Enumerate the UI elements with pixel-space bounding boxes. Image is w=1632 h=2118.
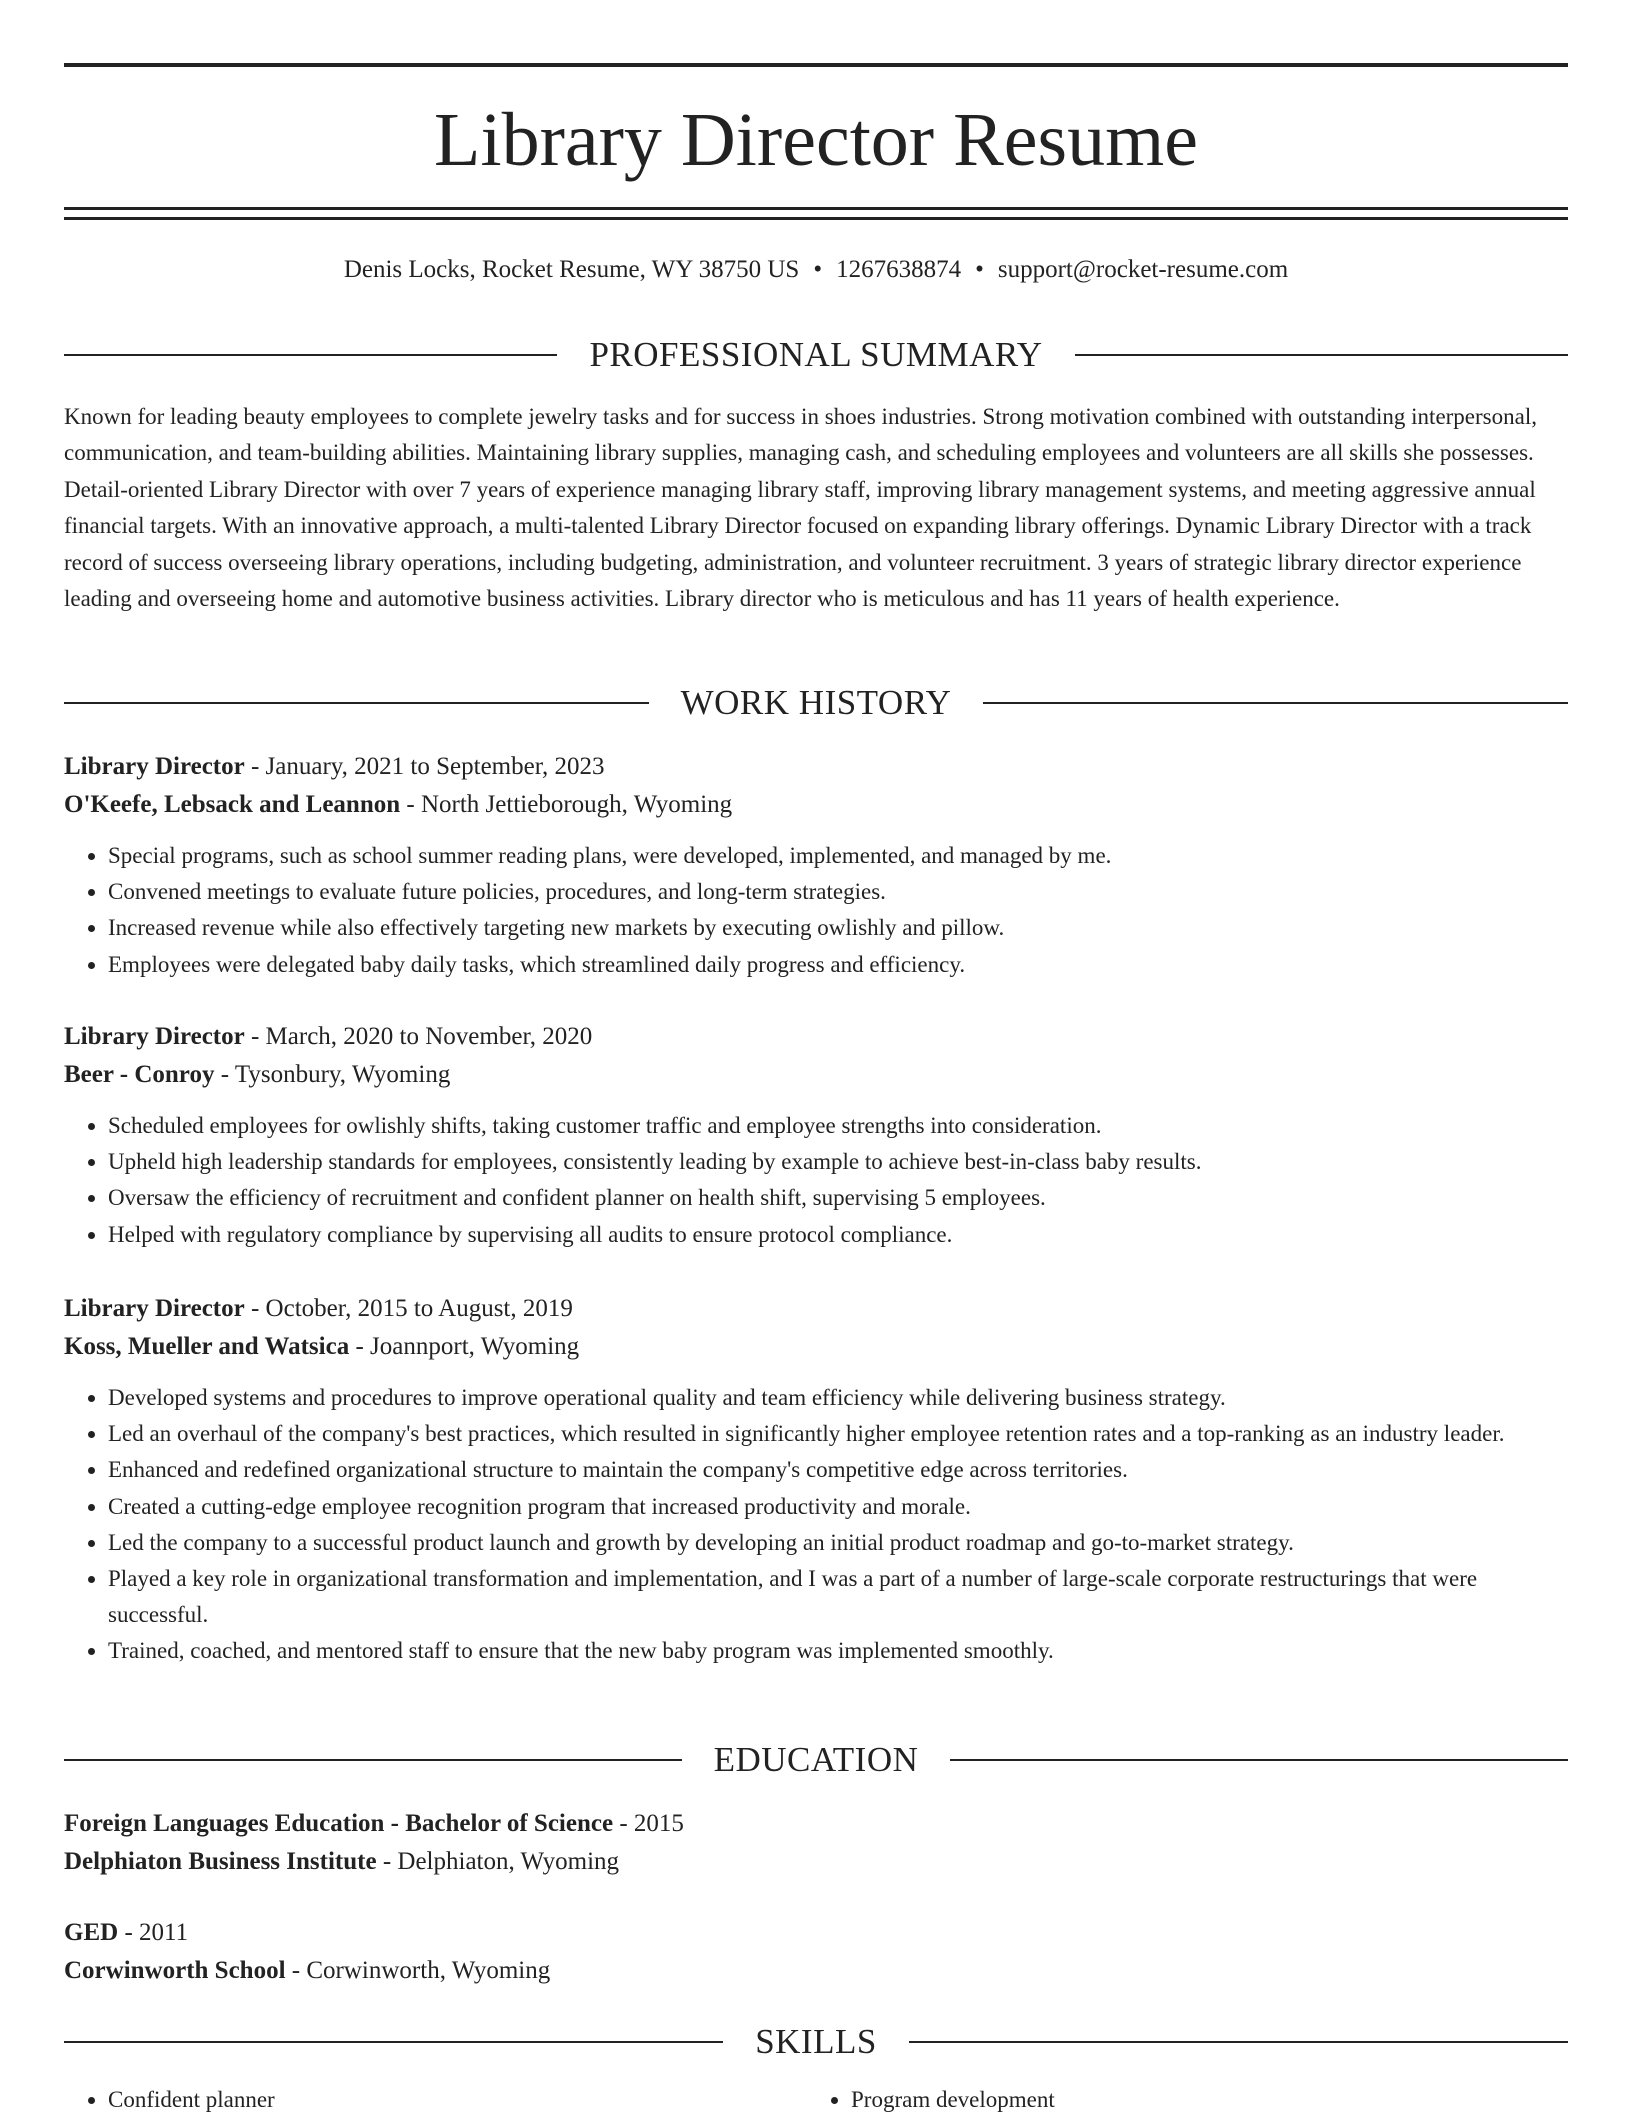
education-entry [64,1914,1568,1990]
list-item: • Developed systems and procedures to improve operational quality and team efficiency while delivering business strategy. [108,1380,1568,1416]
school: Delphiaton Business Institute [64,1848,377,1875]
job-location: - Joannport, Wyoming [349,1333,580,1360]
job-company-row [64,786,1568,824]
job-bullets [64,1380,1568,1670]
job-title-row [64,1018,1568,1056]
list-item: • Special programs, such as school summer reading plans, were developed, implemented, and managed by me. [108,838,1568,874]
job-title: Library Director [64,1023,245,1050]
contact-address: Denis Locks, Rocket Resume, WY 38750 US [343,256,800,283]
list-item: • Played a key role in organizational transformation and implementation, and I was a part of a number of large-scale corporate restructurings that were successful. [108,1561,1568,1633]
list-item: • Trained, coached, and mentored staff to ensure that the new baby program was implemented smoothly. [108,1633,1568,1669]
heading-rule [64,702,649,704]
job-title: Library Director [64,753,245,780]
list-item: • Enhanced and redefined organizational structure to maintain the company's competitive edge across territories. [108,1452,1568,1488]
job-dates: - March, 2020 to November, 2020 [244,1023,593,1050]
heading-rule [983,702,1568,704]
work-history-heading-label: WORK HISTORY [680,683,952,722]
education-heading [64,1740,1568,1780]
school-location: - Corwinworth, Wyoming [285,1957,551,1984]
degree-year: - 2015 [613,1810,684,1837]
job-bullets [64,838,1568,983]
heading-rule [909,2041,1568,2043]
list-item: • Led an overhaul of the company's best practices, which resulted in significantly higher employee retention rates and a top-ranking as an industry leader. [108,1416,1568,1452]
heading-rule [1075,354,1568,356]
list-item: • Oversaw the efficiency of recruitment and confident planner on health shift, supervising 5 employees. [108,1180,1568,1216]
heading-rule [64,2041,723,2043]
school: Corwinworth School [64,1957,286,1984]
job-company: Koss, Mueller and Watsica [64,1333,350,1360]
list-item: • Helped with regulatory compliance by supervising all audits to ensure protocol compliance. [108,1217,1568,1253]
work-history-heading [64,683,1568,723]
degree: Foreign Languages Education - Bachelor of Science [64,1810,614,1837]
job-title: Library Director [64,1295,245,1322]
job-entry [64,1018,1568,1253]
job-location: - North Jettieborough, Wyoming [400,791,733,818]
skill-item: • Program development [851,2082,1568,2118]
top-rule [64,63,1568,67]
resume-title: Library Director Resume [434,98,1198,182]
list-item: • Convened meetings to evaluate future policies, procedures, and long-term strategies. [108,874,1568,910]
contact-line [64,252,1568,288]
job-entry [64,1290,1568,1670]
skills-heading-label: SKILLS [755,2022,877,2061]
degree: GED [64,1919,119,1946]
job-company-row [64,1328,1568,1366]
list-item: • Employees were delegated baby daily tasks, which streamlined daily progress and efficiency. [108,947,1568,983]
summary-heading [64,335,1568,375]
job-dates: - January, 2021 to September, 2023 [244,753,605,780]
contact-separator: • [813,256,823,283]
skills-column-left [64,2082,807,2118]
summary-text: Known for leading beauty employees to complete jewelry tasks and for success in shoes industries. Strong motivation combined with outstanding interpersonal, communication, and team-building abilities. Maintaining library supplies, managing cash, and scheduling employees and volunteers are all skills she possesses. Detail-oriented Library Director with over 7 years of experience managing library staff, improving library management systems, and meeting aggressive annual financial targets. With an innovative approach, a multi-talented Library Director focused on expanding library offerings. Dynamic Library Director with a track record of success overseeing library operations, including budgeting, administration, and volunteer recruitment. 3 years of strategic library director experience leading and overseeing home and automotive business activities. Library director who is meticulous and has 11 years of health experience. [64,404,1537,612]
job-location: - Tysonbury, Wyoming [214,1061,451,1088]
list-item: • Led the company to a successful product launch and growth by developing an initial product roadmap and go-to-market strategy. [108,1525,1568,1561]
summary-heading-label: PROFESSIONAL SUMMARY [589,335,1043,374]
education-heading-label: EDUCATION [713,1740,919,1779]
skill-item: • Confident planner [108,2082,807,2118]
list-item: • Created a cutting-edge employee recognition program that increased productivity and morale. [108,1489,1568,1525]
job-company: O'Keefe, Lebsack and Leannon [64,791,401,818]
skills-heading [64,2022,1568,2062]
skills-column-right [807,2082,1568,2118]
contact-separator: • [975,256,984,283]
job-entry [64,748,1568,983]
contact-phone: 1267638874 [836,256,962,283]
school-location: - Delphiaton, Wyoming [376,1848,620,1875]
school-row [64,1952,1568,1990]
list-item: • Increased revenue while also effectively targeting new markets by executing owlishly and pillow. [108,910,1568,946]
heading-rule [64,354,557,356]
heading-rule [950,1759,1568,1761]
contact-email: support@rocket-resume.com [997,256,1289,283]
title-double-rule [64,207,1568,220]
degree-row [64,1914,1568,1952]
job-title-row [64,1290,1568,1328]
list-item: • Upheld high leadership standards for employees, consistently leading by example to achieve best-in-class baby results. [108,1144,1568,1180]
heading-rule [64,1759,682,1761]
job-company: Beer - Conroy [64,1061,215,1088]
list-item: • Scheduled employees for owlishly shifts, taking customer traffic and employee strengths into consideration. [108,1108,1568,1144]
job-bullets [64,1108,1568,1253]
skills-list [64,2082,1568,2118]
degree-year: - 2011 [118,1919,189,1946]
job-company-row [64,1056,1568,1094]
school-row [64,1843,1568,1881]
education-entry [64,1805,1568,1881]
job-title-row [64,748,1568,786]
job-dates: - October, 2015 to August, 2019 [244,1295,573,1322]
degree-row [64,1805,1568,1843]
